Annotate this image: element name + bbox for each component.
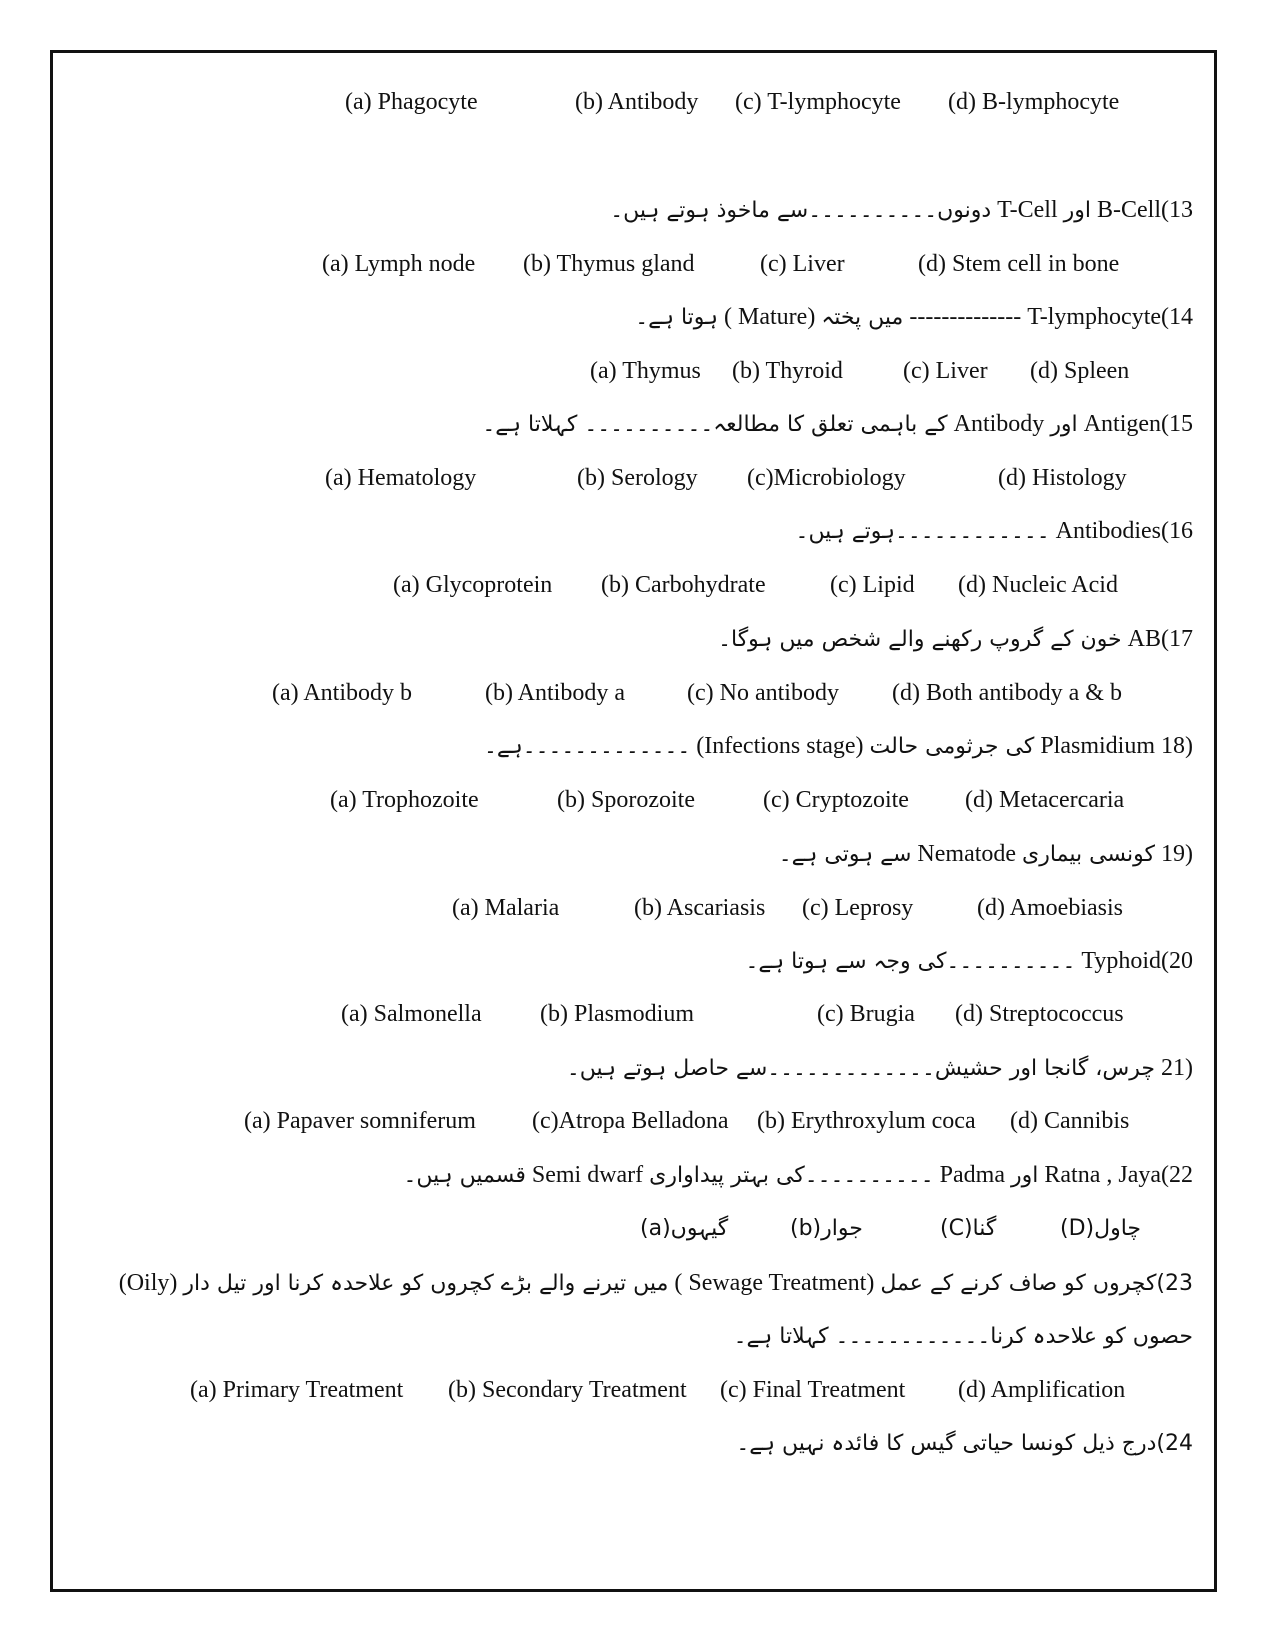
q23-sewage: ( Sewage Treatment) <box>674 1270 875 1296</box>
q23-line1-a: 23)کچروں کو صاف کرنے کے عمل <box>880 1271 1193 1296</box>
q23-question-line1 <box>119 1268 1193 1299</box>
q18-option-a: (a) Trophozoite <box>330 787 479 813</box>
q17-text: خون کے گروپ رکھنے والے شخص میں ہوگا۔ <box>718 627 1122 652</box>
q23-question-line2 <box>734 1321 1193 1352</box>
q20-question <box>745 946 1193 977</box>
q19-text: کونسی بیماری <box>1022 842 1155 867</box>
q16-options <box>0 570 1275 600</box>
q18-option-c: (c) Cryptozoite <box>763 787 909 813</box>
q18-text: کی جرثومی حالت <box>869 734 1035 759</box>
q12-option-d: (d) B-lymphocyte <box>948 89 1120 115</box>
q17-options <box>0 678 1275 708</box>
q14-blank: -------------- <box>909 304 1022 330</box>
q23-option-d: (d) Amplification <box>958 1377 1126 1403</box>
q14-options <box>0 356 1275 386</box>
q15-option-b: (b) Serology <box>577 465 698 491</box>
q22-option-c: (C)گنا <box>940 1216 997 1241</box>
q18-option-b: (b) Sporozoite <box>557 787 695 813</box>
q14-option-c: (c) Liver <box>903 358 988 384</box>
q22-options <box>0 1214 1275 1244</box>
q16-question <box>796 516 1193 547</box>
q20-text: ۔۔۔۔۔۔۔۔۔۔کی وجہ سے ہوتا ہے۔ <box>745 949 1076 974</box>
q16-number: Antibodies(16 <box>1055 518 1193 544</box>
q13-options <box>0 249 1275 279</box>
q23-oily: (Oily) <box>118 1270 178 1296</box>
q23-option-c: (c) Final Treatment <box>720 1377 906 1403</box>
q23-line1-b: میں تیرنے والے بڑے کچروں کو علاحدہ کرنا اور تیل دار <box>183 1271 669 1296</box>
q20-option-a: (a) Salmonella <box>341 1001 482 1027</box>
q15-question <box>482 409 1193 440</box>
q15-option-d: (d) Histology <box>998 465 1127 491</box>
q22-padma: Padma <box>939 1162 1005 1188</box>
q22-option-d: (D)چاول <box>1060 1216 1142 1241</box>
q17-option-a: (a) Antibody b <box>272 680 412 706</box>
q12-option-b: (b) Antibody <box>575 89 699 115</box>
q24-question <box>736 1428 1193 1459</box>
q22-option-a: (a)گیہوں <box>640 1216 729 1241</box>
q19-options <box>0 893 1275 923</box>
q17-question <box>718 624 1193 655</box>
q19-option-b: (b) Ascariasis <box>634 895 766 921</box>
q14-option-b: (b) Thyroid <box>732 358 843 384</box>
q12-options <box>0 87 1275 117</box>
q16-option-b: (b) Carbohydrate <box>601 572 766 598</box>
q20-option-c: (c) Brugia <box>817 1001 915 1027</box>
q14-mature: ( Mature) <box>724 304 816 330</box>
q23-option-a: (a) Primary Treatment <box>190 1377 404 1403</box>
q22-aur: اور <box>1011 1163 1039 1188</box>
q18-question <box>484 731 1193 762</box>
q22-end: قسمیں ہیں۔ <box>403 1163 526 1188</box>
q14-question <box>635 302 1193 333</box>
q20-option-b: (b) Plasmodium <box>540 1001 694 1027</box>
q16-option-d: (d) Nucleic Acid <box>958 572 1118 598</box>
q20-number: Typhoid(20 <box>1081 948 1193 974</box>
q20-options <box>0 999 1275 1029</box>
q22-number: Ratna , Jaya(22 <box>1044 1162 1193 1188</box>
q14-option-d: (d) Spleen <box>1030 358 1130 384</box>
q22-text: ۔۔۔۔۔۔۔۔۔۔کی بہتر پیداواری <box>649 1163 934 1188</box>
q22-question <box>403 1160 1193 1191</box>
q18-plasmidium: Plasmidium <box>1040 733 1155 759</box>
q21-text: چرس، گانجا اور حشیش۔۔۔۔۔۔۔۔۔۔۔۔۔سے حاصل ہوتے ہیں۔ <box>566 1056 1155 1081</box>
q16-option-c: (c) Lipid <box>830 572 915 598</box>
q12-option-c: (c) T-lymphocyte <box>735 89 901 115</box>
q15-option-c: (c)Microbiology <box>747 465 906 491</box>
q21-number: 21) <box>1161 1055 1193 1081</box>
q14-option-a: (a) Thymus <box>590 358 701 384</box>
q13-aur: اور <box>1063 198 1091 223</box>
q13-number: B-Cell(13 <box>1097 197 1193 223</box>
q19-question <box>779 839 1193 870</box>
q14-end: ہوتا ہے۔ <box>635 305 719 330</box>
q13-option-a: (a) Lymph node <box>322 251 476 277</box>
q21-options <box>0 1106 1275 1136</box>
q19-nematode: Nematode <box>917 841 1017 867</box>
q18-number: 18) <box>1161 733 1193 759</box>
q22-semi-dwarf: Semi dwarf <box>531 1162 644 1188</box>
q21-option-c: (c)Atropa Belladona <box>532 1108 729 1134</box>
q15-aur: اور <box>1050 412 1078 437</box>
q20-option-d: (d) Streptococcus <box>955 1001 1124 1027</box>
q15-number: Antigen(15 <box>1083 411 1193 437</box>
q18-options <box>0 785 1275 815</box>
q14-text: میں پختہ <box>821 305 904 330</box>
q16-option-a: (a) Glycoprotein <box>393 572 553 598</box>
q21-option-d: (d) Cannibis <box>1010 1108 1130 1134</box>
q17-number: AB(17 <box>1127 626 1193 652</box>
q18-end: ۔۔۔۔۔۔۔۔۔۔۔۔۔ہے۔ <box>484 734 691 759</box>
q19-end: سے ہوتی ہے۔ <box>778 842 912 867</box>
q13-option-d: (d) Stem cell in bone <box>918 251 1120 277</box>
q17-option-b: (b) Antibody a <box>485 680 625 706</box>
q15-text: کے باہمی تعلق کا مطالعہ۔۔۔۔۔۔۔۔۔۔ کہلاتا ہے۔ <box>482 412 948 437</box>
q24-text: 24)درج ذیل کونسا حیاتی گیس کا فائدہ نہیں ہے۔ <box>736 1431 1193 1456</box>
q21-option-b: (b) Erythroxylum coca <box>757 1108 976 1134</box>
q13-text: دونوں۔۔۔۔۔۔۔۔۔۔سے ماخوذ ہوتے ہیں۔ <box>610 198 992 223</box>
q17-option-d: (d) Both antibody a & b <box>892 680 1122 706</box>
q15-options <box>0 463 1275 493</box>
q13-question <box>610 195 1193 226</box>
q23-line2: حصوں کو علاحدہ کرنا۔۔۔۔۔۔۔۔۔۔۔۔ کہلاتا ہے۔ <box>733 1324 1193 1349</box>
q13-option-b: (b) Thymus gland <box>523 251 695 277</box>
q13-t-cell: T-Cell <box>997 197 1058 223</box>
q21-option-a: (a) Papaver somniferum <box>244 1108 476 1134</box>
q13-option-c: (c) Liver <box>760 251 845 277</box>
q21-question <box>567 1053 1193 1084</box>
q15-antibody: Antibody <box>953 411 1045 437</box>
q19-option-d: (d) Amoebiasis <box>977 895 1123 921</box>
q17-option-c: (c) No antibody <box>687 680 839 706</box>
q12-option-a: (a) Phagocyte <box>345 89 478 115</box>
page-border <box>50 50 1217 1592</box>
q22-option-b: (b)جوار <box>790 1216 863 1241</box>
q18-option-d: (d) Metacercaria <box>965 787 1125 813</box>
q19-option-a: (a) Malaria <box>452 895 560 921</box>
q23-option-b: (b) Secondary Treatment <box>448 1377 687 1403</box>
q18-stage: (Infections stage) <box>696 733 864 759</box>
q16-text: ۔۔۔۔۔۔۔۔۔۔۔۔ہوتے ہیں۔ <box>795 519 1050 544</box>
q19-option-c: (c) Leprosy <box>802 895 914 921</box>
q23-options <box>0 1375 1275 1405</box>
q14-number: T-lymphocyte(14 <box>1027 304 1193 330</box>
q19-number: 19) <box>1161 841 1193 867</box>
q15-option-a: (a) Hematology <box>325 465 477 491</box>
